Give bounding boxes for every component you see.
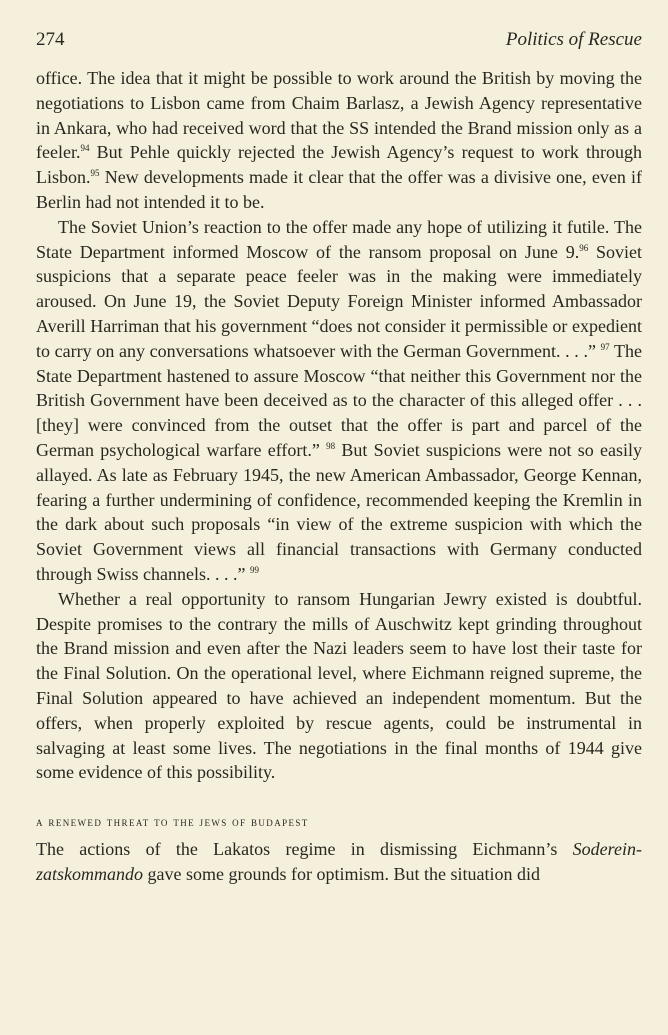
footnote-ref-96: 96 [579,242,589,253]
footnote-ref-99: 99 [249,564,259,575]
footnote-ref-95: 95 [90,168,100,179]
paragraph-1-text-c: New developments made it clear that the offer was a divisive one, even if Berlin had not intended it to be. [36,167,642,212]
paragraph-2-text-c: The State Department hastened to assure Moscow “that neither this Government nor the British Government have been deceived as to the character of this alleged offer . . . [they] were convinced from the outset that the offer is part and parcel of the German psychological warfare effort.” [36,340,642,460]
book-page [36,26,642,887]
paragraph-4-italic-term: Sodereinzatskommando [36,839,642,884]
paragraph-2-text-b: Soviet suspicions that a separate peace feeler was in the making were immediately aroused. On June 19, the Soviet Deputy Foreign Minister informed Ambassador Averill Harriman that his government “does not consider it permissible or expedient to carry on any conversations whatsoever with the German Government. . . .” [36,241,642,361]
paragraph-2 [36,215,642,587]
footnote-ref-94: 94 [80,143,90,154]
paragraph-1 [36,66,642,215]
page-number: 274 [36,29,65,50]
paragraph-2-text-a: The Soviet Union’s reaction to the offer made any hope of utilizing it futile. The State Department informed Moscow of the ransom proposal on June 9. [36,216,642,262]
paragraph-4 [36,837,642,887]
paragraph-4-text-b: gave some grounds for optimism. But the situation did [143,863,540,884]
paragraph-4-text-a: The actions of the Lakatos regime in dismissing Eichmann’s [36,839,573,860]
paragraph-1-text-a: office. The idea that it might be possible to work around the British by moving the negotiations to Lisbon came from Chaim Barlasz, a Jewish Agency representative in Ankara, who had received word that the SS intended the Brand mission only as a feeler. [36,68,642,163]
footnote-ref-97: 97 [600,341,610,352]
running-title: Politics of Rescue [505,29,642,50]
running-head [36,26,642,54]
section-heading: a renewed threat to the jews of budapest [36,815,309,830]
paragraph-2-text-d: But Soviet suspicions were not so easily allayed. As late as February 1945, the new American Ambassador, George Kennan, fearing a further undermining of confidence, recommended keeping the Kremlin in the dark about such proposals “in view of the extreme suspicion with which the Soviet Government views all financial transactions with Germany conducted through Swiss channels. . . .” [36,439,643,584]
paragraph-1-text-b: But Pehle quickly rejected the Jewish Agency’s request to work through Lisbon. [36,142,642,188]
paragraph-3: Whether a real opportunity to ransom Hungarian Jewry existed is doubtful. Despite promises to the contrary the mills of Auschwitz kept grinding throughout the Brand mission and even after the Nazi leaders seem to have lost their taste for the Final Solution. On the operational level, where Eichmann reigned supreme, the Final Solution appeared to have achieved an independent momentum. But the offers, when properly exploited by rescue agents, could be instrumental in salvaging at least some lives. The negotiations in the final months of 1944 give some evidence of this possibility. [36,588,642,783]
footnote-ref-98: 98 [326,440,336,451]
